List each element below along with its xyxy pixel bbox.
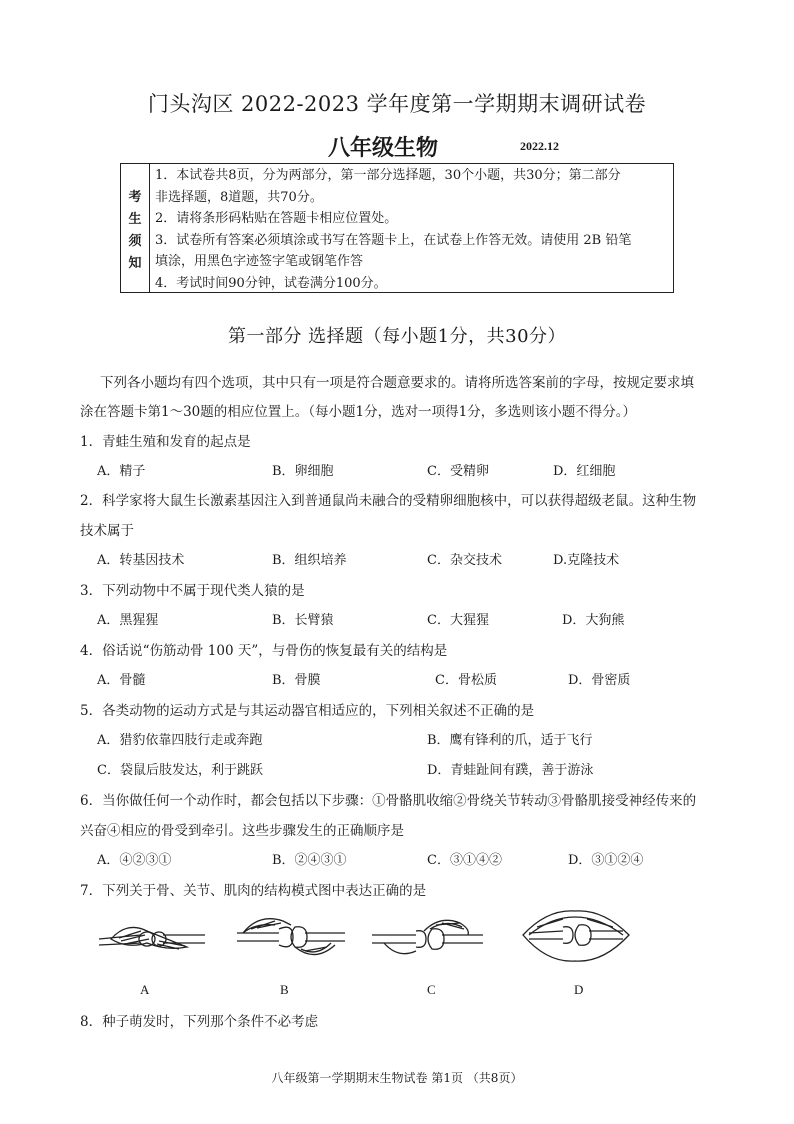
section-title: 第一部分 选择题（每小题1分，共30分） [227,326,567,347]
option-a: A．转基因技术 [97,553,185,568]
option-b: B．组织培养 [272,553,347,568]
diagram-a [97,913,207,963]
option-d: D.克隆技术 [553,553,620,568]
notice-label-char: 考 [128,190,142,205]
section-intro-line: 下列各小题均有四个选项，其中只有一项是符合题意要求的。请将所选答案前的字母，按规定要求填 [100,375,694,391]
option-d: D．③①②④ [568,853,644,868]
option-d: D．青蛙趾间有蹼，善于游泳 [427,763,594,778]
question-stem: 6．当你做任何一个动作时，都会包括以下步骤：①骨骼肌收缩②骨绕关节转动③骨骼肌接受神经传来的 [80,793,697,809]
notice-label-char: 须 [128,234,142,249]
notice-line: 3．试卷所有答案必须填涂或书写在答题卡上，在试卷上作答无效。请使用 2B 铅笔 [155,232,632,248]
candidate-notice-box [120,163,674,293]
exam-date: 2022.12 [520,139,559,153]
notice-line: 1．本试卷共8页，分为两部分，第一部分选择题，30个小题，共30分；第二部分 [155,168,621,183]
option-b: B．骨膜 [272,673,321,688]
joint-diagrams [92,905,652,975]
diagram-label-d: D [574,982,584,997]
diagram-b [235,909,347,965]
question-stem: 兴奋④相应的骨受到牵引。这些步骤发生的正确顺序是 [80,823,404,839]
option-c: C．骨松质 [435,673,497,688]
option-a: A．猎豹依靠四肢行走或奔跑 [97,733,263,748]
exam-title: 门头沟区 2022-2023 学年度第一学期期末调研试卷 [147,92,647,116]
notice-line: 2．请将条形码粘贴在答题卡相应位置处。 [155,211,398,226]
notice-label [121,164,150,292]
option-b: B．鹰有锋利的爪，适于飞行 [427,733,593,748]
option-a: A．黑猩猩 [97,613,159,628]
diagram-d [517,905,635,967]
option-b: B．长臂猿 [272,613,334,628]
diagram-label-a: A [140,982,150,997]
notice-line: 填涂，用黑色字迹签字笔或钢笔作答 [155,254,364,269]
section-intro-line: 涂在答题卡第1～30题的相应位置上。（每小题1分，选对一项得1分，多选则该小题不得分。） [80,404,636,420]
notice-body [155,164,669,294]
notice-label-char: 生 [128,212,142,227]
option-c: C．③①④② [427,853,502,868]
option-d: D．红细胞 [553,464,616,479]
question-stem: 1．青蛙生殖和发育的起点是 [80,434,251,450]
notice-label-char: 知 [128,256,142,271]
option-b: B．②④③① [272,853,347,868]
diagram-label-b: B [280,982,289,997]
diagram-c [370,911,485,965]
option-a: A．④②③① [97,853,172,868]
question-stem: 5．各类动物的运动方式是与其运动器官相适应的，下列相关叙述不正确的是 [80,703,535,719]
page-footer: 八年级第一学期期末生物试卷 第1页 （共8页） [271,1071,523,1085]
diagram-label-c: C [427,982,436,997]
notice-line: 4．考试时间90分钟，试卷满分100分。 [155,275,387,291]
question-stem: 4．俗话说“伤筋动骨 100 天”，与骨伤的恢复最有关的结构是 [80,643,448,659]
option-b: B．卵细胞 [272,464,334,479]
notice-line: 非选择题，8道题，共70分。 [155,189,323,205]
option-a: A．精子 [97,464,146,479]
question-stem: 8．种子萌发时，下列那个条件不必考虑 [80,1014,319,1030]
question-stem: 3．下列动物中不属于现代类人猿的是 [80,583,305,599]
option-c: C．受精卵 [427,464,489,479]
question-stem: 2．科学家将大鼠生长激素基因注入到普通鼠尚未融合的受精卵细胞核中，可以获得超级老鼠。这种生物 [80,493,697,509]
option-d: D．骨密质 [568,673,631,688]
subtitle-row [0,131,794,161]
option-d: D．大狗熊 [562,613,625,628]
option-c: C．大猩猩 [427,613,489,628]
option-c: C．杂交技术 [427,553,502,568]
option-c: C．袋鼠后肢发达，利于跳跃 [97,763,263,778]
exam-subject: 八年级生物 [328,136,439,161]
question-stem: 7．下列关于骨、关节、肌肉的结构模式图中表达正确的是 [80,883,427,899]
option-a: A．骨髓 [97,673,146,688]
question-stem: 技术属于 [80,523,134,539]
